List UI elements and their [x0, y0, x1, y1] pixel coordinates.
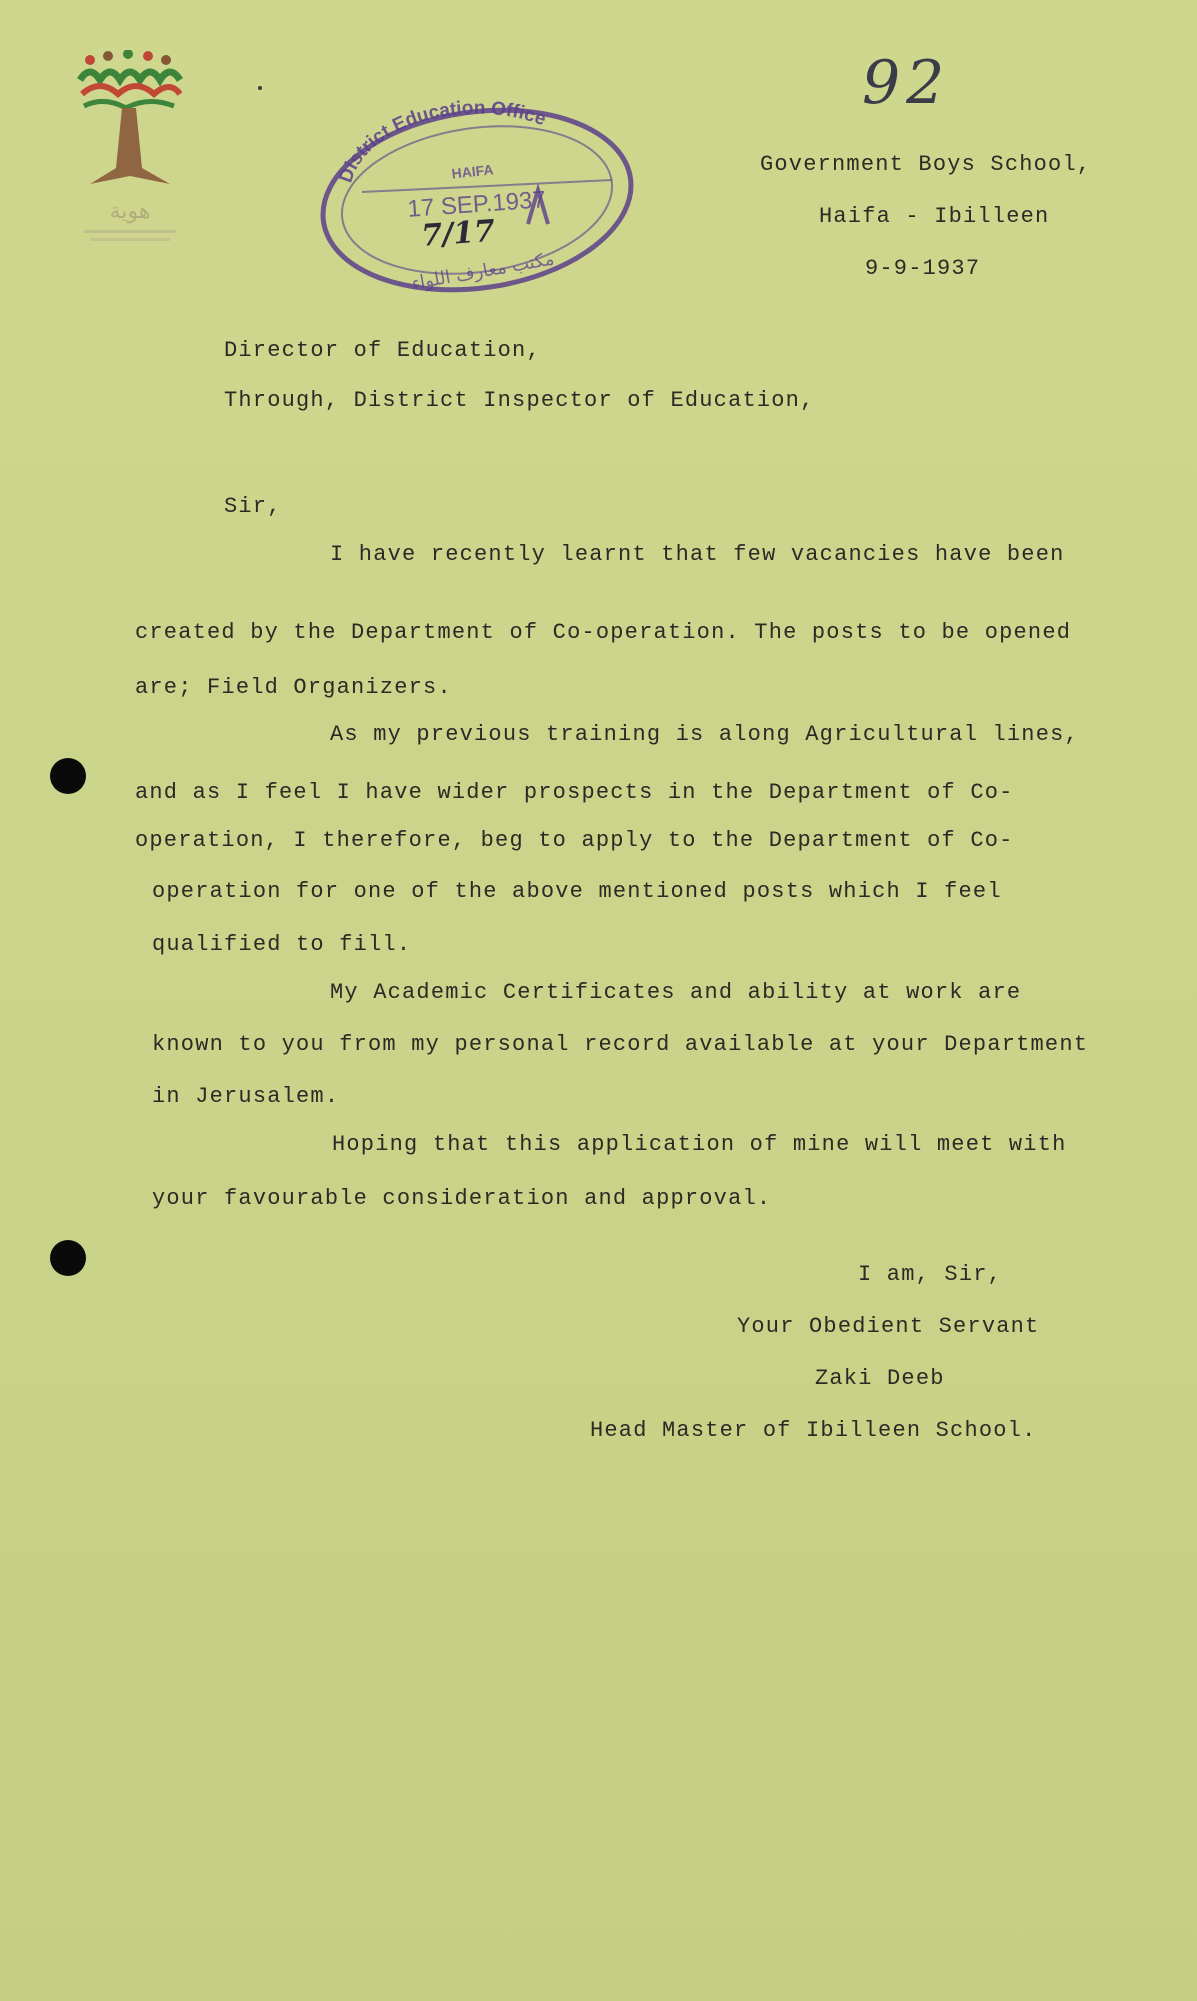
svg-text:District Education Office [336, 100, 549, 185]
signatory-title: Head Master of Ibilleen School. [590, 1418, 1037, 1443]
stamp-city: HAIFA [450, 161, 495, 182]
punch-hole [50, 1240, 86, 1276]
closing-line-2: Your Obedient Servant [737, 1314, 1040, 1339]
letterhead-date: 9-9-1937 [865, 256, 981, 281]
body-line: created by the Department of Co-operation. The posts to be opened [135, 620, 1072, 645]
letterhead-location: Haifa - Ibilleen [819, 204, 1050, 229]
stamp-top-text: District Education Office [335, 100, 549, 186]
salutation: Sir, [224, 494, 282, 519]
body-line: Hoping that this application of mine will meet with [332, 1132, 1067, 1157]
body-line: in Jerusalem. [152, 1084, 340, 1109]
body-line: and as I feel I have wider prospects in the Department of Co- [135, 780, 1014, 805]
received-stamp [312, 100, 642, 300]
addressee-line-1: Director of Education, [224, 338, 541, 363]
body-line: My Academic Certificates and ability at work are [330, 980, 1022, 1005]
body-line: known to you from my personal record available at your Department [152, 1032, 1089, 1057]
punch-hole [50, 758, 86, 794]
stamp-date: 17 SEP.1937 [406, 186, 547, 223]
body-line: your favourable consideration and approval. [152, 1186, 772, 1211]
body-line: operation, I therefore, beg to apply to the Department of Co- [135, 828, 1014, 853]
page-number: 92 [862, 48, 951, 118]
body-line: qualified to fill. [152, 932, 412, 957]
ink-dot [258, 86, 262, 90]
body-line: operation for one of the above mentioned posts which I feel [152, 879, 1002, 904]
letterhead-school: Government Boys School, [760, 152, 1092, 177]
addressee-line-2: Through, District Inspector of Education, [224, 388, 815, 413]
logo-label: هوية [109, 199, 151, 224]
body-line: I have recently learnt that few vacancies have been [330, 542, 1065, 567]
signatory-name: Zaki Deeb [815, 1366, 945, 1391]
body-line: As my previous training is along Agricultural lines, [330, 722, 1079, 747]
closing-line-1: I am, Sir, [858, 1262, 1003, 1287]
archive-logo [70, 50, 190, 260]
stamp-arabic-text: مكتب معارف اللواء [409, 248, 556, 295]
stamp-ref: 7/17 [420, 213, 497, 254]
body-line: are; Field Organizers. [135, 675, 452, 700]
